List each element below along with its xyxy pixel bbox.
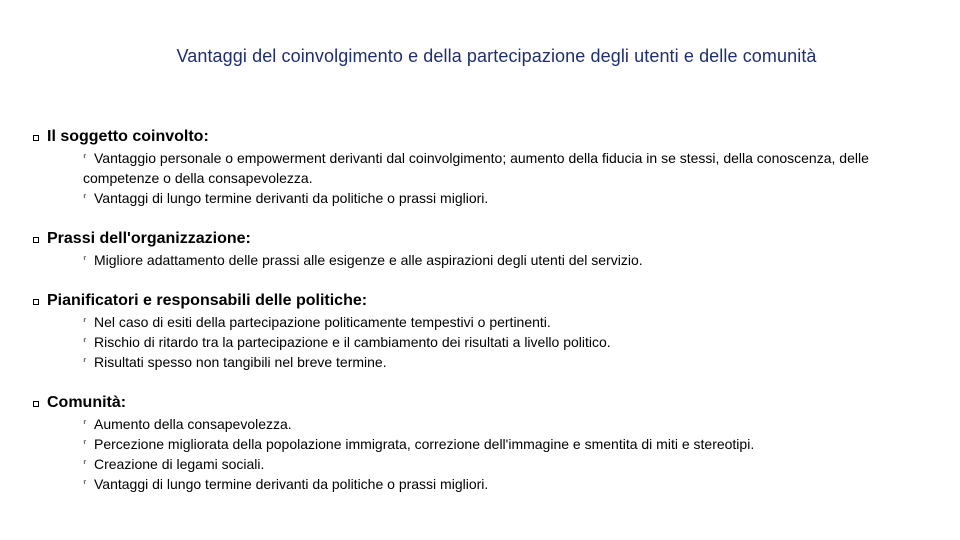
list-item: ⸢ Vantaggi di lungo termine derivanti da politiche o prassi migliori. <box>30 188 930 208</box>
bullet-list <box>30 148 930 208</box>
arrow-bullet-icon: ⸢ <box>83 256 87 267</box>
arrow-bullet-icon: ⸢ <box>83 338 87 349</box>
square-bullet-icon <box>33 237 39 243</box>
section-heading: Pianificatori e responsabili delle politiche: <box>47 292 368 309</box>
list-item: ⸢ Vantaggi di lungo termine derivanti da politiche o prassi migliori. <box>30 474 930 494</box>
section-comunita <box>30 393 930 494</box>
square-bullet-icon <box>33 135 39 141</box>
section-heading: Comunità: <box>47 394 127 411</box>
arrow-bullet-icon: ⸢ <box>83 460 87 471</box>
section-heading: Il soggetto coinvolto: <box>47 128 209 145</box>
arrow-bullet-icon: ⸢ <box>83 318 87 329</box>
square-bullet-icon <box>33 401 39 407</box>
arrow-bullet-icon: ⸢ <box>83 194 87 205</box>
list-item: ⸢ Aumento della consapevolezza. <box>30 414 930 434</box>
list-item: ⸢ Rischio di ritardo tra la partecipazione e il cambiamento dei risultati a livello politico. <box>30 332 930 352</box>
bullet-list <box>30 250 930 270</box>
arrow-bullet-icon: ⸢ <box>83 480 87 491</box>
list-item: ⸢ Nel caso di esiti della partecipazione politicamente tempestivi o pertinenti. <box>30 312 930 332</box>
section-heading: Prassi dell'organizzazione: <box>47 230 251 247</box>
list-item: ⸢ Vantaggio personale o empowerment derivanti dal coinvolgimento; aumento della fiducia in se stessi, della conoscenza, delle competenze o della consapevolezza. <box>83 150 869 186</box>
list-item: ⸢ Migliore adattamento delle prassi alle esigenze e alle aspirazioni degli utenti del servizio. <box>30 250 930 270</box>
list-item: ⸢ Percezione migliorata della popolazione immigrata, correzione dell'immagine e smentita di miti e stereotipi. <box>30 434 930 454</box>
section-pianificatori <box>30 291 930 372</box>
slide-title: Vantaggi del coinvolgimento e della partecipazione degli utenti e delle comunità <box>176 46 817 66</box>
section-soggetto-coinvolto <box>30 127 930 208</box>
bullet-list <box>30 414 930 494</box>
section-prassi-organizzazione <box>30 229 930 270</box>
list-item: ⸢ Risultati spesso non tangibili nel breve termine. <box>30 352 930 372</box>
list-item: ⸢ Creazione di legami sociali. <box>30 454 930 474</box>
arrow-bullet-icon: ⸢ <box>83 154 87 165</box>
arrow-bullet-icon: ⸢ <box>83 420 87 431</box>
arrow-bullet-icon: ⸢ <box>83 358 87 369</box>
arrow-bullet-icon: ⸢ <box>83 440 87 451</box>
square-bullet-icon <box>33 299 39 305</box>
bullet-list <box>30 312 930 372</box>
